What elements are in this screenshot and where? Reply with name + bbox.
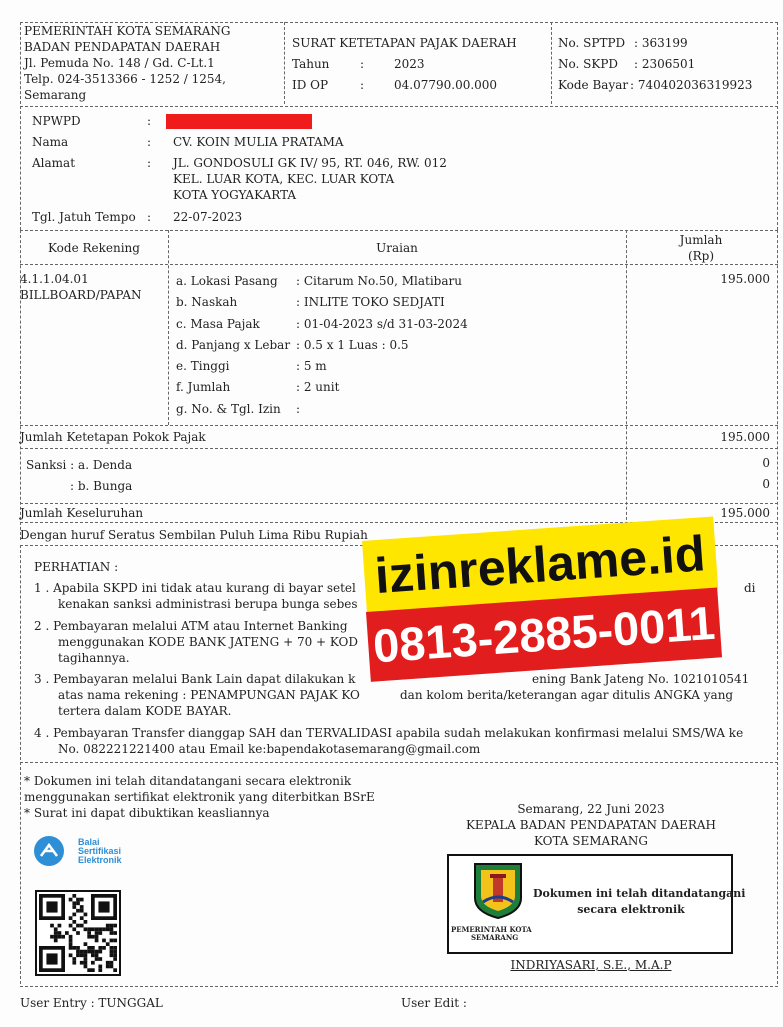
note-line: tertera dalam KODE BAYAR.	[58, 704, 232, 718]
sign-place-date: Semarang, 22 Juni 2023	[517, 802, 665, 816]
tempo-colon: :	[147, 210, 152, 224]
total-top-rule	[20, 503, 778, 504]
total-label: Jumlah Keseluruhan	[20, 506, 144, 520]
header-divider-2	[551, 22, 552, 104]
header-left-border	[20, 22, 21, 104]
detail-value: : 2 unit	[296, 380, 340, 394]
huruf-text: Dengan huruf Seratus Sembilan Puluh Lima Ribu Rupiah	[20, 528, 368, 542]
note-line: kenakan sanksi administrasi berupa bunga sebes	[58, 597, 358, 611]
detail-label: c. Masa Pajak	[176, 317, 260, 331]
tempo-value: 22-07-2023	[173, 210, 243, 224]
header-divider-1	[284, 22, 285, 104]
notes-title: PERHATIAN :	[34, 560, 119, 574]
detail-label: f. Jumlah	[176, 380, 231, 394]
total-value: 195.000	[720, 506, 770, 520]
watermark-site-text: izinreklame.id	[373, 525, 707, 605]
pokok-top-rule	[20, 425, 778, 426]
signer-name: INDRIYASARI, S.E., M.A.P	[510, 958, 672, 972]
npwpd-label: NPWPD	[32, 114, 81, 128]
note-line: 4 . Pembayaran Transfer dianggap SAH dan TERVALIDASI apabila sudah melakukan konfirmasi melalui SMS/WA ke	[34, 726, 744, 740]
nama-label: Nama	[32, 135, 69, 149]
agency-line: Telp. 024-3513366 - 1252 / 1254,	[24, 72, 226, 86]
agency-line: Jl. Pemuda No. 148 / Gd. C-Lt.1	[24, 56, 215, 70]
note-line: tagihannya.	[58, 651, 130, 665]
taxpayer-left-border	[20, 106, 21, 230]
detail-value: :	[296, 402, 301, 416]
note-line: dan kolom berita/keterangan agar ditulis ANGKA yang	[400, 688, 734, 702]
doc-title: SURAT KETETAPAN PAJAK DAERAH	[292, 36, 517, 50]
tahun-value: 2023	[394, 57, 425, 71]
ecert-line: * Dokumen ini telah ditandatangani secara elektronik	[24, 774, 352, 788]
detail-label: a. Lokasi Pasang	[176, 274, 278, 288]
qr-code-icon	[35, 890, 121, 976]
user-edit: User Edit :	[401, 996, 467, 1010]
e-sign-text: secara elektronik	[577, 903, 685, 916]
detail-label: g. No. & Tgl. Izin	[176, 402, 281, 416]
npwpd-redaction	[166, 114, 312, 129]
signature-left-border	[20, 762, 21, 984]
detail-label: d. Panjang x Lebar	[176, 338, 291, 352]
detail-value: : 0.5 x 1 Luas : 0.5	[296, 338, 409, 352]
city-seal-icon	[471, 862, 525, 920]
note-line: No. 082221221400 atau Email ke:bapendakotasemarang@gmail.com	[58, 742, 481, 756]
alamat-colon: :	[147, 156, 152, 170]
detail-label: e. Tinggi	[176, 359, 230, 373]
alamat-line: KEL. LUAR KOTA, KEC. LUAR KOTA	[173, 172, 395, 186]
sptpd-value: : 363199	[634, 36, 688, 50]
notes-right-border	[777, 545, 778, 760]
nama-value: CV. KOIN MULIA PRATAMA	[173, 135, 344, 149]
detail-label: b. Naskah	[176, 295, 238, 309]
note-line: 3 . Pembayaran melalui Bank Lain dapat dilakukan k	[34, 672, 356, 686]
idop-label: ID OP	[292, 78, 329, 92]
footer-rule	[20, 986, 778, 987]
col-header-kode: Kode Rekening	[48, 241, 140, 255]
user-entry: User Entry : TUNGGAL	[20, 996, 163, 1010]
nama-colon: :	[147, 135, 152, 149]
watermark-phone-text: 0813-2885-0011	[371, 595, 717, 673]
e-sign-text: Dokumen ini telah ditandatangani	[533, 887, 746, 900]
sign-city: KOTA SEMARANG	[533, 834, 649, 848]
note-line: atas nama rekening : PENAMPUNGAN PAJAK KO	[58, 688, 360, 702]
alamat-label: Alamat	[32, 156, 76, 170]
npwpd-colon: :	[147, 114, 152, 128]
agency-line: BADAN PENDAPATAN DAERAH	[24, 40, 221, 54]
ecert-line: * Surat ini dapat dibuktikan keasliannya	[24, 806, 270, 820]
agency-line: Semarang	[24, 88, 87, 102]
taxpayer-right-border	[777, 106, 778, 230]
sanksi-bunga-value: 0	[762, 477, 770, 491]
detail-value: : INLITE TOKO SEDJATI	[296, 295, 445, 309]
note-line: ening Bank Jateng No. 1021010541	[532, 672, 750, 686]
detail-value: : Citarum No.50, Mlatibaru	[296, 274, 462, 288]
bsre-line: Elektronik	[78, 855, 122, 865]
tahun-label: Tahun	[292, 57, 330, 71]
bsre-line: Sertifikasi	[78, 846, 122, 856]
col-header-uraian: Uraian	[376, 241, 418, 255]
seal-caption: SEMARANG	[471, 933, 519, 942]
kode-rekening-name: BILLBOARD/PAPAN	[20, 288, 142, 302]
notes-left-border	[20, 545, 21, 760]
tahun-colon: :	[360, 57, 365, 71]
alamat-line: KOTA YOGYAKARTA	[173, 188, 297, 202]
note-line: menggunakan KODE BANK JATENG + 70 + KOD	[58, 635, 358, 649]
row-amount: 195.000	[720, 272, 770, 286]
kode-bayar-label: Kode Bayar	[558, 78, 629, 92]
table-col-divider-1	[168, 230, 169, 425]
taxpayer-top-border	[20, 106, 778, 107]
header-right-border	[777, 22, 778, 104]
sptpd-label: No. SPTPD	[558, 36, 626, 50]
table-top-border	[20, 230, 778, 231]
idop-value: 04.07790.00.000	[394, 78, 498, 92]
tempo-label: Tgl. Jatuh Tempo	[32, 210, 136, 224]
bsre-logo-icon	[34, 836, 64, 866]
note-line: 2 . Pembayaran melalui ATM atau Internet Banking	[34, 619, 348, 633]
kode-bayar-value: : 740402036319923	[630, 78, 753, 92]
ecert-line: menggunakan sertifikat elektronik yang diterbitkan BSrE	[24, 790, 375, 804]
signature-top-border	[20, 762, 778, 763]
sign-position: KEPALA BADAN PENDAPATAN DAERAH	[465, 818, 717, 832]
note-line: di	[744, 581, 756, 595]
header-top-border	[20, 22, 778, 23]
col-header-jumlah: Jumlah	[679, 233, 723, 247]
detail-value: : 01-04-2023 s/d 31-03-2024	[296, 317, 468, 331]
skpd-label: No. SKPD	[558, 57, 619, 71]
idop-colon: :	[360, 78, 365, 92]
seal-caption: PEMERINTAH KOTA	[451, 925, 532, 934]
e-signature-box	[447, 854, 746, 954]
agency-line: PEMERINTAH KOTA SEMARANG	[24, 24, 231, 38]
table-header-rule	[20, 264, 778, 265]
skpd-value: : 2306501	[634, 57, 696, 71]
table-col-divider-2	[626, 230, 627, 540]
sanksi-denda-label: Sanksi : a. Denda	[26, 458, 133, 472]
alamat-line: JL. GONDOSULI GK IV/ 95, RT. 046, RW. 012	[173, 156, 447, 170]
signature-right-border	[777, 762, 778, 984]
note-line: 1 . Apabila SKPD ini tidak atau kurang di bayar setel	[34, 581, 356, 595]
bsre-line: Balai	[78, 837, 100, 847]
table-right-border	[777, 230, 778, 540]
pokok-value: 195.000	[720, 430, 770, 444]
pokok-label: Jumlah Ketetapan Pokok Pajak	[20, 430, 206, 444]
kode-rekening: 4.1.1.04.01	[20, 272, 89, 286]
sanksi-top-rule	[20, 448, 778, 449]
detail-value: : 5 m	[296, 359, 327, 373]
col-header-jumlah-unit: (Rp)	[687, 249, 715, 263]
sanksi-denda-value: 0	[762, 456, 770, 470]
sanksi-bunga-label: : b. Bunga	[70, 479, 133, 493]
